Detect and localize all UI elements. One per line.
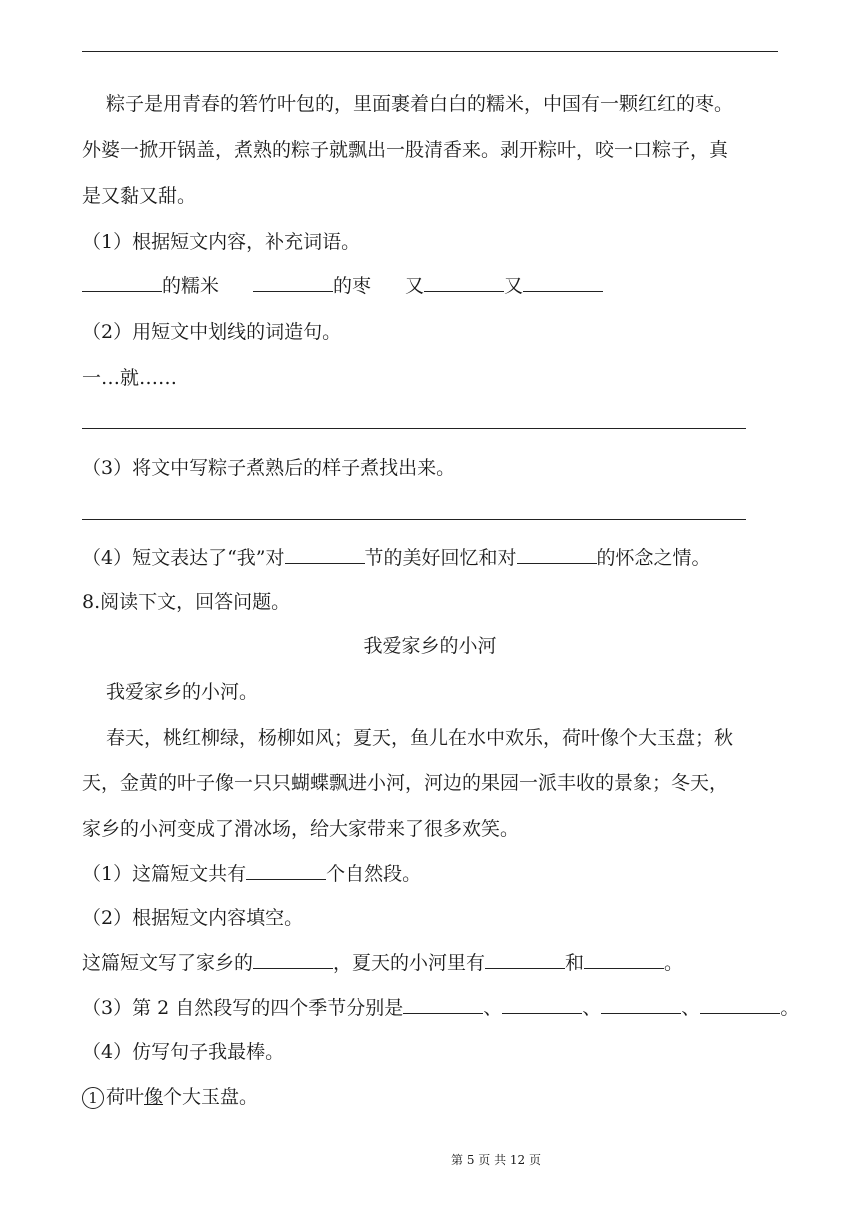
- s8q4-example: [82, 1085, 258, 1109]
- blank-field[interactable]: [502, 995, 582, 1014]
- s8q4-prompt: （4）仿写句子我最棒。: [82, 1041, 285, 1063]
- q1-you2: 又: [504, 275, 524, 297]
- s8q2-row: [82, 950, 683, 975]
- q3-prompt: （3）将文中写粽子煮熟后的样子煮找出来。: [82, 457, 456, 479]
- q4-part2: 节的美好回忆和对: [364, 547, 517, 569]
- s8q2-part1: 这篇短文写了家乡的: [82, 952, 254, 974]
- blank-field[interactable]: [253, 950, 333, 969]
- blank-field[interactable]: [517, 545, 597, 564]
- s8q4-text-b: 个大玉盘。: [163, 1086, 259, 1108]
- s8q3-part1: （3）第 2 自然段写的四个季节分别是: [82, 997, 404, 1019]
- s8q4-text-a: 荷叶: [106, 1086, 145, 1108]
- s8q1-part1: （1）这篇短文共有: [82, 863, 247, 885]
- q2-pattern: 一…就……: [82, 367, 178, 389]
- q1-fill-row: [82, 273, 603, 298]
- blank-field[interactable]: [82, 273, 162, 292]
- q1-you1: 又: [405, 275, 425, 297]
- passage2-para2-line3: 家乡的小河变成了滑冰场，给大家带来了很多欢笑。: [82, 818, 520, 840]
- passage1-line2: 外婆一掀开锅盖，煮熟的粽子就飘出一股清香来。剥开粽叶，咬一口粽子，真: [82, 139, 729, 161]
- s8q2-part4: 。: [664, 952, 684, 974]
- section8-heading: 8.阅读下文，回答问题。: [82, 591, 291, 613]
- passage1-line3: 是又黏又甜。: [82, 185, 197, 207]
- s8q1-row: [82, 861, 421, 886]
- s8q3-end: 。: [780, 997, 800, 1019]
- s8q2-part2: ，夏天的小河里有: [333, 952, 486, 974]
- q4-part1: （4）短文表达了“我”对: [82, 547, 285, 569]
- blank-field[interactable]: [246, 861, 326, 880]
- blank-field[interactable]: [424, 273, 504, 292]
- blank-field[interactable]: [253, 273, 333, 292]
- header-rule: [82, 51, 778, 52]
- answer-line[interactable]: [82, 519, 746, 520]
- s8q3-sep: 、: [681, 997, 701, 1019]
- s8q3-sep: 、: [582, 997, 602, 1019]
- s8q1-part2: 个自然段。: [326, 863, 422, 885]
- s8q2-prompt: （2）根据短文内容填空。: [82, 907, 304, 929]
- q2-prompt: （2）用短文中划线的词造句。: [82, 321, 342, 343]
- blank-field[interactable]: [285, 545, 365, 564]
- s8q3-sep: 、: [483, 997, 503, 1019]
- passage2-para1: 我爱家乡的小河。: [106, 681, 259, 703]
- blank-field[interactable]: [700, 995, 780, 1014]
- q1-prompt: （1）根据短文内容，补充词语。: [82, 231, 361, 253]
- blank-field[interactable]: [485, 950, 565, 969]
- underlined-word: 像: [144, 1086, 164, 1108]
- blank-field[interactable]: [601, 995, 681, 1014]
- passage1-line1: 粽子是用青春的箬竹叶包的，里面裹着白白的糯米，中国有一颗红红的枣。: [106, 93, 734, 115]
- passage2-title: 我爱家乡的小河: [363, 635, 497, 657]
- blank-field[interactable]: [403, 995, 483, 1014]
- q1-fill-b-suffix: 的枣: [333, 275, 372, 297]
- circled-number: 1: [82, 1087, 104, 1109]
- passage2-para2-line2: 天，金黄的叶子像一只只蝴蝶飘进小河，河边的果园一派丰收的景象；冬天，: [82, 772, 729, 794]
- answer-line[interactable]: [82, 428, 746, 429]
- s8q2-part3: 和: [565, 952, 585, 974]
- passage2-para2-line1: 春天，桃红柳绿，杨柳如风；夏天，鱼儿在水中欢乐，荷叶像个大玉盘；秋: [106, 727, 734, 749]
- s8q3-row: [82, 995, 799, 1020]
- page-footer: 第 5 页 共 12 页: [451, 1153, 541, 1167]
- blank-field[interactable]: [584, 950, 664, 969]
- q4-part3: 的怀念之情。: [596, 547, 711, 569]
- q1-fill-a-suffix: 的糯米: [162, 275, 220, 297]
- blank-field[interactable]: [523, 273, 603, 292]
- q4-row: [82, 545, 711, 570]
